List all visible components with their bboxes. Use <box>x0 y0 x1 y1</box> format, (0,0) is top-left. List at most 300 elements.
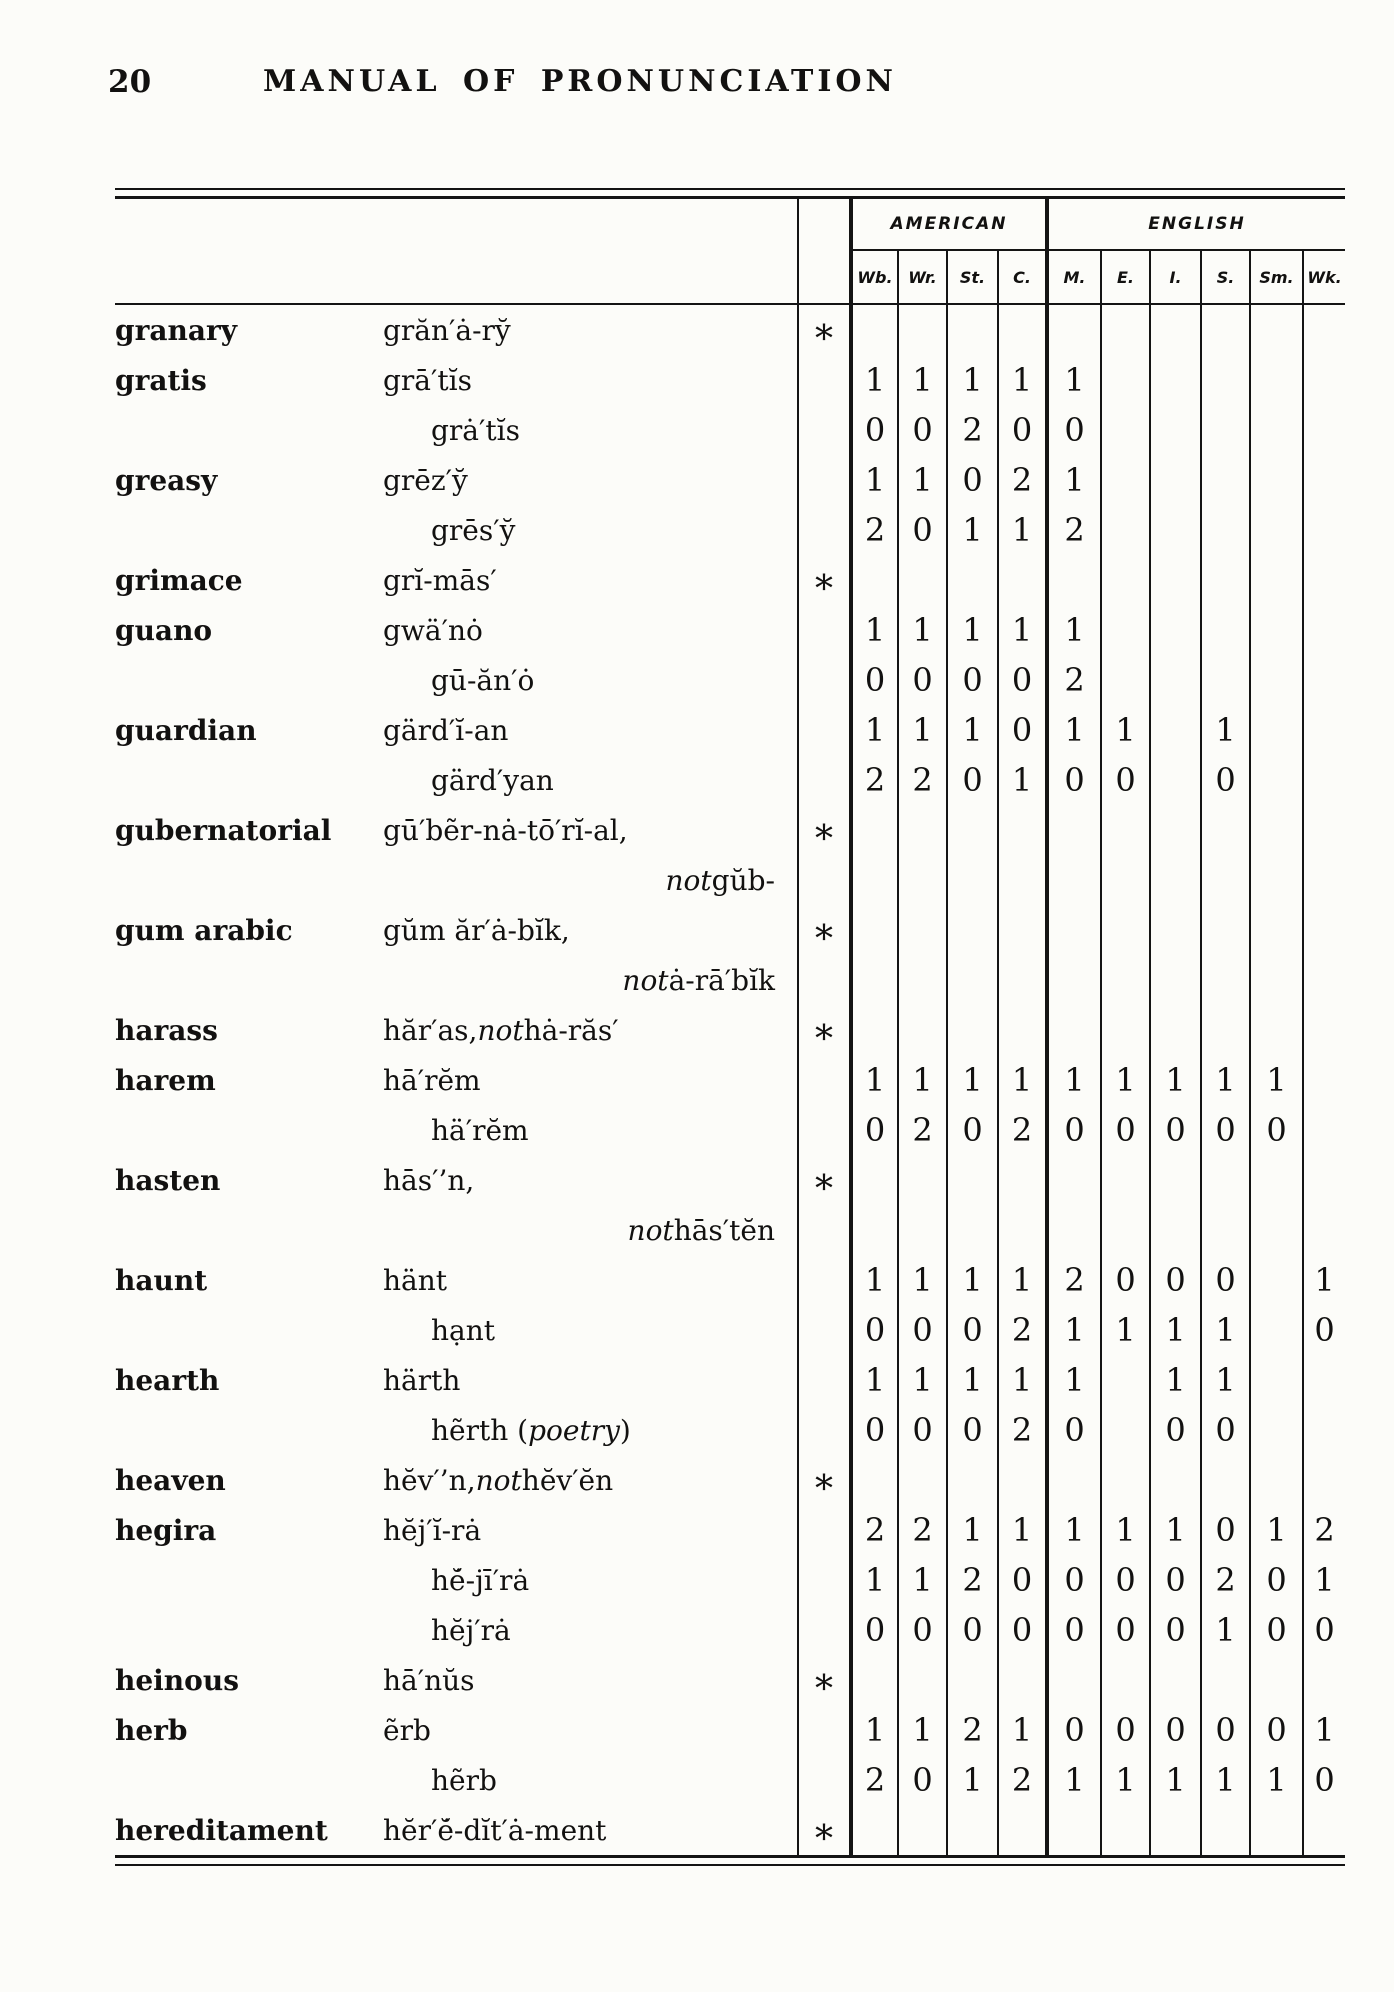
value-cell-c <box>997 305 1045 355</box>
pron-cell: hẽrth ( poetry ) <box>431 1413 631 1447</box>
value-cell-s: 0 <box>1200 1705 1249 1755</box>
star-cell <box>797 1805 849 1860</box>
value-cell-e: 1 <box>1100 705 1149 755</box>
pron-cell: hā′rĕm <box>383 1063 481 1097</box>
value-cell-c <box>997 805 1045 855</box>
table-row <box>115 1455 1345 1510</box>
value-cell-m: 0 <box>1045 1105 1100 1155</box>
value-cell-sm <box>1249 855 1302 905</box>
asterisk-icon: * <box>815 918 833 960</box>
value-cell-c <box>997 555 1045 605</box>
value-cell-sm <box>1249 905 1302 955</box>
value-cell-wr: 1 <box>897 1255 946 1305</box>
value-cell-st <box>946 955 997 1005</box>
value-cell-m: 0 <box>1045 1405 1100 1455</box>
value-cell-e <box>1100 1355 1149 1405</box>
value-cell-st: 1 <box>946 1755 997 1805</box>
value-cell-i <box>1149 605 1200 655</box>
value-cell-s <box>1200 405 1249 455</box>
value-cell-wb <box>849 1655 897 1705</box>
value-cell-i: 1 <box>1149 1055 1200 1105</box>
value-cell-m <box>1045 805 1100 855</box>
asterisk-icon: * <box>815 1818 833 1860</box>
value-cell-c <box>997 1655 1045 1705</box>
value-cell-sm <box>1249 605 1302 655</box>
pron-cell: gwä′nȯ <box>383 613 483 647</box>
value-cell-e <box>1100 1455 1149 1505</box>
value-cell-c: 2 <box>997 1305 1045 1355</box>
value-cell-wk <box>1302 455 1345 505</box>
pron-cell: gū-ăn′ȯ <box>431 663 535 697</box>
value-cell-c: 0 <box>997 655 1045 705</box>
value-cell-c: 0 <box>997 405 1045 455</box>
value-cell-sm <box>1249 1655 1302 1705</box>
value-cell-sm <box>1249 1355 1302 1405</box>
value-cell-wk <box>1302 355 1345 405</box>
value-cell-wr: 1 <box>897 455 946 505</box>
value-cell-wr: 2 <box>897 1105 946 1155</box>
star-cell <box>797 1355 849 1405</box>
pron-cell: grēs′y̆ <box>431 513 516 547</box>
word-cell <box>115 1605 383 1655</box>
value-cell-m: 0 <box>1045 1555 1100 1605</box>
value-cell-wb: 1 <box>849 1255 897 1305</box>
table-row <box>115 1605 1345 1655</box>
value-cell-m: 1 <box>1045 455 1100 505</box>
table-row <box>115 605 1345 655</box>
value-cell-i <box>1149 755 1200 805</box>
value-cell-e <box>1100 1205 1149 1255</box>
value-cell-wr <box>897 1155 946 1205</box>
value-cell-wk <box>1302 655 1345 705</box>
asterisk-icon: * <box>815 1668 833 1710</box>
value-cell-wr: 1 <box>897 605 946 655</box>
value-cell-i <box>1149 1655 1200 1705</box>
value-cell-s <box>1200 505 1249 555</box>
value-cell-wr <box>897 1205 946 1255</box>
value-cell-wr <box>897 1655 946 1705</box>
col-header-i: I. <box>1149 251 1200 303</box>
pron-cell: not hās′tĕn <box>627 1213 775 1247</box>
table-row <box>115 1755 1345 1805</box>
value-cell-i <box>1149 705 1200 755</box>
value-cell-wr: 0 <box>897 1305 946 1355</box>
star-cell <box>797 955 849 1005</box>
star-cell <box>797 1255 849 1305</box>
value-cell-wb: 1 <box>849 1705 897 1755</box>
header-star-spacer2 <box>797 251 849 303</box>
value-cell-c <box>997 1455 1045 1505</box>
value-cell-wr <box>897 1805 946 1855</box>
table-top-rule <box>115 188 1345 199</box>
table-row <box>115 1355 1345 1405</box>
pron-cell: hās′’n, <box>383 1163 475 1197</box>
table-header-groups <box>115 199 1345 251</box>
value-cell-i: 1 <box>1149 1505 1200 1555</box>
table-bottom-rule <box>115 1855 1345 1866</box>
value-cell-wb: 2 <box>849 505 897 555</box>
value-cell-i <box>1149 555 1200 605</box>
value-cell-st: 1 <box>946 605 997 655</box>
value-cell-sm <box>1249 1005 1302 1055</box>
value-cell-c: 2 <box>997 455 1045 505</box>
pron-cell: hẽrb <box>431 1763 497 1797</box>
value-cell-c: 1 <box>997 1705 1045 1755</box>
value-cell-i <box>1149 955 1200 1005</box>
value-cell-s: 0 <box>1200 1255 1249 1305</box>
table-row <box>115 655 1345 705</box>
value-cell-e: 1 <box>1100 1755 1149 1805</box>
value-cell-wk: 1 <box>1302 1705 1345 1755</box>
value-cell-wr <box>897 805 946 855</box>
value-cell-sm: 0 <box>1249 1105 1302 1155</box>
pronunciation-table <box>115 188 1345 1866</box>
value-cell-sm <box>1249 1155 1302 1205</box>
star-cell <box>797 355 849 405</box>
value-cell-c: 0 <box>997 705 1045 755</box>
value-cell-e <box>1100 305 1149 355</box>
value-cell-wb: 0 <box>849 1405 897 1455</box>
value-cell-wk <box>1302 955 1345 1005</box>
star-cell <box>797 455 849 505</box>
table-row <box>115 555 1345 610</box>
value-cell-s: 0 <box>1200 755 1249 805</box>
table-row <box>115 1705 1345 1755</box>
value-cell-sm <box>1249 655 1302 705</box>
value-cell-e: 0 <box>1100 755 1149 805</box>
value-cell-st: 0 <box>946 1605 997 1655</box>
page-title: MANUAL OF PRONUNCIATION <box>263 64 897 99</box>
value-cell-m: 0 <box>1045 405 1100 455</box>
col-header-st: St. <box>946 251 997 303</box>
table-row <box>115 1155 1345 1210</box>
table-row <box>115 855 1345 905</box>
value-cell-m: 2 <box>1045 1255 1100 1305</box>
value-cell-s <box>1200 1155 1249 1205</box>
value-cell-sm <box>1249 1205 1302 1255</box>
value-cell-wr <box>897 555 946 605</box>
value-cell-st <box>946 1455 997 1505</box>
pron-cell: hĕj′rȧ <box>431 1613 511 1647</box>
value-cell-sm <box>1249 1255 1302 1305</box>
value-cell-m: 2 <box>1045 505 1100 555</box>
value-cell-wk <box>1302 1005 1345 1055</box>
value-cell-wb: 1 <box>849 355 897 405</box>
value-cell-s <box>1200 455 1249 505</box>
value-cell-e <box>1100 355 1149 405</box>
asterisk-icon: * <box>815 318 833 360</box>
table-row <box>115 1255 1345 1305</box>
value-cell-e: 0 <box>1100 1255 1149 1305</box>
value-cell-sm: 1 <box>1249 1755 1302 1805</box>
star-cell <box>797 1505 849 1555</box>
value-cell-st <box>946 1205 997 1255</box>
value-cell-wb <box>849 905 897 955</box>
value-cell-s <box>1200 1805 1249 1855</box>
col-header-c: C. <box>997 251 1045 303</box>
value-cell-wr: 2 <box>897 755 946 805</box>
value-cell-m: 0 <box>1045 1705 1100 1755</box>
header-star-spacer <box>797 199 849 251</box>
value-cell-wb <box>849 1005 897 1055</box>
table-row <box>115 1055 1345 1105</box>
word-cell <box>115 1205 383 1255</box>
word-cell: gum arabic <box>115 913 293 947</box>
value-cell-i <box>1149 905 1200 955</box>
value-cell-s <box>1200 905 1249 955</box>
value-cell-s <box>1200 805 1249 855</box>
value-cell-sm: 0 <box>1249 1605 1302 1655</box>
value-cell-i: 0 <box>1149 1555 1200 1605</box>
value-cell-s <box>1200 855 1249 905</box>
value-cell-m <box>1045 955 1100 1005</box>
value-cell-m <box>1045 1155 1100 1205</box>
star-cell <box>797 605 849 655</box>
value-cell-e <box>1100 1005 1149 1055</box>
value-cell-c <box>997 855 1045 905</box>
value-cell-st: 1 <box>946 355 997 405</box>
star-cell <box>797 1155 849 1210</box>
value-cell-e: 0 <box>1100 1555 1149 1605</box>
value-cell-wb: 2 <box>849 755 897 805</box>
value-cell-sm <box>1249 555 1302 605</box>
table-row <box>115 1555 1345 1605</box>
value-cell-wb: 1 <box>849 1355 897 1405</box>
table-row <box>115 505 1345 555</box>
pron-cell: grā′tĭs <box>383 363 472 397</box>
value-cell-sm <box>1249 705 1302 755</box>
value-cell-wk <box>1302 405 1345 455</box>
star-cell <box>797 405 849 455</box>
pron-cell: gū′bẽr-nȧ-tō′rĭ-al, <box>383 813 628 847</box>
page-number: 20 <box>108 64 152 100</box>
col-header-s: S. <box>1200 251 1249 303</box>
value-cell-wk <box>1302 1105 1345 1155</box>
star-cell <box>797 855 849 905</box>
word-cell: guano <box>115 613 213 647</box>
word-cell <box>115 1755 383 1805</box>
value-cell-wb <box>849 805 897 855</box>
value-cell-i <box>1149 1805 1200 1855</box>
header-wordpron-spacer2 <box>115 251 797 303</box>
value-cell-e <box>1100 1805 1149 1855</box>
value-cell-st <box>946 555 997 605</box>
word-cell <box>115 505 383 555</box>
value-cell-sm <box>1249 455 1302 505</box>
value-cell-m <box>1045 1655 1100 1705</box>
value-cell-e <box>1100 655 1149 705</box>
value-cell-s <box>1200 655 1249 705</box>
value-cell-e: 0 <box>1100 1105 1149 1155</box>
value-cell-wr <box>897 955 946 1005</box>
value-cell-wb <box>849 955 897 1005</box>
value-cell-s <box>1200 605 1249 655</box>
word-cell: herb <box>115 1713 188 1747</box>
value-cell-wr: 0 <box>897 405 946 455</box>
value-cell-sm <box>1249 805 1302 855</box>
value-cell-wk: 0 <box>1302 1305 1345 1355</box>
asterisk-icon: * <box>815 1468 833 1510</box>
value-cell-wb: 0 <box>849 1305 897 1355</box>
word-cell: greasy <box>115 463 218 497</box>
value-cell-wb: 1 <box>849 705 897 755</box>
pron-cell: hä′rĕm <box>431 1113 529 1147</box>
value-cell-st: 2 <box>946 1705 997 1755</box>
value-cell-wk <box>1302 605 1345 655</box>
star-cell <box>797 1305 849 1355</box>
value-cell-wr: 1 <box>897 705 946 755</box>
star-cell <box>797 805 849 860</box>
value-cell-wr: 1 <box>897 1355 946 1405</box>
value-cell-i <box>1149 855 1200 905</box>
value-cell-wk: 0 <box>1302 1755 1345 1805</box>
value-cell-i <box>1149 1205 1200 1255</box>
word-cell: heaven <box>115 1463 226 1497</box>
value-cell-st: 0 <box>946 1405 997 1455</box>
value-cell-wk <box>1302 705 1345 755</box>
value-cell-m: 1 <box>1045 1305 1100 1355</box>
value-cell-wb: 2 <box>849 1505 897 1555</box>
value-cell-e <box>1100 1655 1149 1705</box>
value-cell-e <box>1100 1155 1149 1205</box>
value-cell-wr: 0 <box>897 655 946 705</box>
value-cell-sm <box>1249 955 1302 1005</box>
col-header-e: E. <box>1100 251 1149 303</box>
value-cell-m: 1 <box>1045 1055 1100 1105</box>
pron-cell: hĕr′ĕ̇-dĭt′ȧ-ment <box>383 1813 607 1847</box>
value-cell-wk <box>1302 905 1345 955</box>
table-header-columns <box>115 251 1345 305</box>
value-cell-e: 0 <box>1100 1605 1149 1655</box>
value-cell-c <box>997 1205 1045 1255</box>
col-header-wb: Wb. <box>849 251 897 303</box>
value-cell-i <box>1149 355 1200 405</box>
value-cell-m <box>1045 905 1100 955</box>
star-cell <box>797 1755 849 1805</box>
value-cell-wr: 0 <box>897 1405 946 1455</box>
value-cell-m <box>1045 855 1100 905</box>
value-cell-i <box>1149 1005 1200 1055</box>
table-body <box>115 305 1345 1860</box>
star-cell <box>797 705 849 755</box>
value-cell-c <box>997 1005 1045 1055</box>
value-cell-wk <box>1302 1405 1345 1455</box>
word-cell <box>115 1105 383 1155</box>
value-cell-c <box>997 955 1045 1005</box>
table-row <box>115 355 1345 405</box>
value-cell-s: 1 <box>1200 1605 1249 1655</box>
value-cell-wb <box>849 305 897 355</box>
word-cell <box>115 405 383 455</box>
value-cell-st: 1 <box>946 705 997 755</box>
col-header-wr: Wr. <box>897 251 946 303</box>
star-cell <box>797 555 849 610</box>
pron-cell: grȧ′tĭs <box>431 413 520 447</box>
value-cell-e: 1 <box>1100 1055 1149 1105</box>
pron-cell: ẽrb <box>383 1713 431 1747</box>
value-cell-sm: 1 <box>1249 1505 1302 1555</box>
value-cell-wk <box>1302 855 1345 905</box>
value-cell-st <box>946 1655 997 1705</box>
value-cell-wb: 1 <box>849 455 897 505</box>
value-cell-wk <box>1302 555 1345 605</box>
value-cell-wb <box>849 855 897 905</box>
star-cell <box>797 1055 849 1105</box>
word-cell <box>115 1405 383 1455</box>
value-cell-i <box>1149 1155 1200 1205</box>
table-row <box>115 405 1345 455</box>
value-cell-e <box>1100 955 1149 1005</box>
value-cell-e: 1 <box>1100 1305 1149 1355</box>
value-cell-wk <box>1302 1055 1345 1105</box>
table-row <box>115 1655 1345 1710</box>
value-cell-wr <box>897 305 946 355</box>
col-header-m: M. <box>1045 251 1100 303</box>
value-cell-wr: 0 <box>897 1755 946 1805</box>
value-cell-wb <box>849 1205 897 1255</box>
value-cell-s <box>1200 955 1249 1005</box>
value-cell-wb: 1 <box>849 1055 897 1105</box>
table-row <box>115 705 1345 755</box>
table-row <box>115 1205 1345 1255</box>
value-cell-wr <box>897 855 946 905</box>
value-cell-wr <box>897 1005 946 1055</box>
table-row <box>115 305 1345 360</box>
value-cell-wk <box>1302 1655 1345 1705</box>
value-cell-st <box>946 855 997 905</box>
value-cell-wk <box>1302 1455 1345 1505</box>
value-cell-s: 0 <box>1200 1405 1249 1455</box>
table-row <box>115 1805 1345 1860</box>
value-cell-sm <box>1249 1455 1302 1505</box>
pron-cell: härth <box>383 1363 461 1397</box>
value-cell-wr: 0 <box>897 1605 946 1655</box>
value-cell-c: 1 <box>997 1255 1045 1305</box>
table-row <box>115 755 1345 805</box>
value-cell-st: 1 <box>946 505 997 555</box>
value-cell-wb: 0 <box>849 1105 897 1155</box>
table-row <box>115 1505 1345 1555</box>
value-cell-wr: 0 <box>897 505 946 555</box>
value-cell-wk <box>1302 305 1345 355</box>
asterisk-icon: * <box>815 1018 833 1060</box>
value-cell-s: 0 <box>1200 1105 1249 1155</box>
value-cell-c: 0 <box>997 1605 1045 1655</box>
value-cell-e <box>1100 805 1149 855</box>
value-cell-i: 1 <box>1149 1305 1200 1355</box>
value-cell-i: 0 <box>1149 1105 1200 1155</box>
value-cell-sm <box>1249 305 1302 355</box>
value-cell-wk: 2 <box>1302 1505 1345 1555</box>
value-cell-m: 1 <box>1045 1755 1100 1805</box>
word-cell: guardian <box>115 713 257 747</box>
value-cell-st <box>946 305 997 355</box>
value-cell-e: 0 <box>1100 1705 1149 1755</box>
col-header-wk: Wk. <box>1302 251 1345 303</box>
value-cell-wk <box>1302 755 1345 805</box>
value-cell-s: 1 <box>1200 1355 1249 1405</box>
value-cell-c: 2 <box>997 1105 1045 1155</box>
value-cell-e <box>1100 455 1149 505</box>
word-cell <box>115 855 383 905</box>
value-cell-s <box>1200 305 1249 355</box>
value-cell-m <box>1045 1805 1100 1855</box>
star-cell <box>797 1605 849 1655</box>
word-cell: harem <box>115 1063 216 1097</box>
value-cell-wb: 0 <box>849 655 897 705</box>
value-cell-st <box>946 805 997 855</box>
table-row <box>115 1105 1345 1155</box>
